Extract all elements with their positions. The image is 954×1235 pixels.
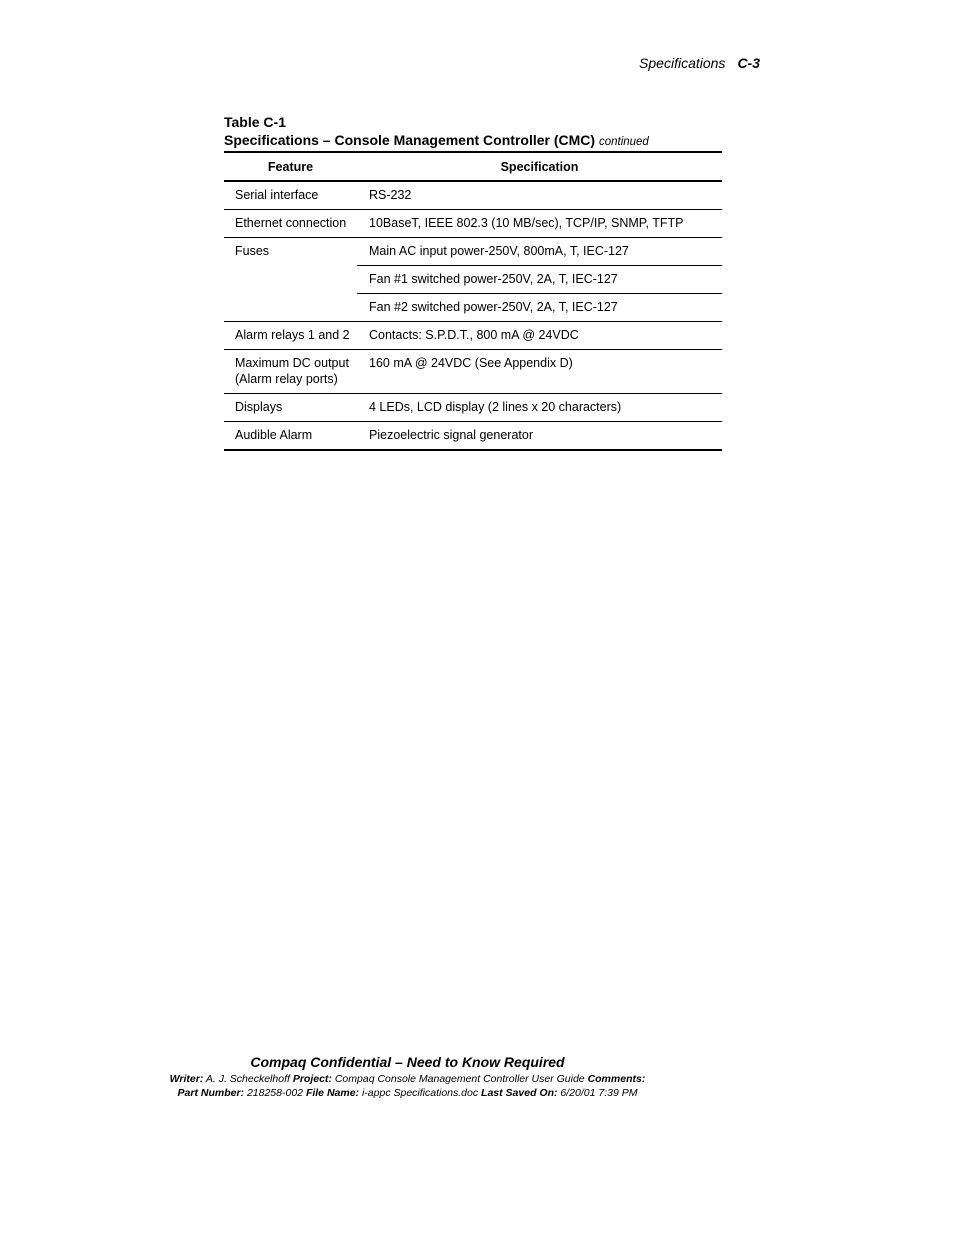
spec-cell: RS-232 (357, 181, 722, 210)
continued-note: continued (598, 136, 649, 148)
table-row (224, 210, 722, 238)
feature-cell (224, 350, 357, 394)
column-header-feature: Feature (224, 152, 357, 181)
spec-cell: Main AC input power-250V, 800mA, T, IEC-127 (357, 238, 722, 266)
feature-cell: Displays (224, 394, 357, 422)
table-header-row (224, 152, 722, 181)
part-number-value: 218258-002 (246, 1087, 304, 1099)
file-name-label: File Name: (305, 1087, 360, 1099)
table-row (224, 350, 722, 394)
section-title: Specifications (639, 55, 726, 71)
part-number-label: Part Number: (177, 1087, 245, 1099)
spec-cell: 160 mA @ 24VDC (See Appendix D) (357, 350, 722, 394)
spec-cell: Fan #1 switched power-250V, 2A, T, IEC-127 (357, 266, 722, 294)
spec-cell: 4 LEDs, LCD display (2 lines x 20 characters) (357, 394, 722, 422)
writer-value: A. J. Scheckelhoff (205, 1073, 290, 1085)
spec-cell: Contacts: S.P.D.T., 800 mA @ 24VDC (357, 322, 722, 350)
table-row (224, 322, 722, 350)
page-number: C-3 (737, 55, 760, 71)
feature-cell: Ethernet connection (224, 210, 357, 238)
table-row (224, 181, 722, 210)
table-title-line (224, 131, 724, 151)
spec-cell: Fan #2 switched power-250V, 2A, T, IEC-127 (357, 294, 722, 322)
feature-cell: Audible Alarm (224, 422, 357, 451)
confidential-notice: Compaq Confidential – Need to Know Required (250, 1054, 565, 1070)
footer-meta-line-2 (160, 1086, 655, 1100)
column-header-specification: Specification (357, 152, 722, 181)
comments-label: Comments: (587, 1073, 646, 1085)
feature-cell: Fuses (224, 238, 357, 322)
writer-label: Writer: (169, 1073, 204, 1085)
specifications-table (224, 151, 722, 451)
table-title: Specifications – Console Management Controller (CMC) (224, 132, 596, 148)
file-name-value: i-appc Specifications.doc (361, 1087, 479, 1099)
footer-meta-line-1 (160, 1072, 655, 1086)
feature-cell: Alarm relays 1 and 2 (224, 322, 357, 350)
feature-cell: Serial interface (224, 181, 357, 210)
project-value: Compaq Console Management Controller User Guide (334, 1073, 585, 1085)
table-label: Table C-1 (224, 114, 286, 130)
project-label: Project: (292, 1073, 332, 1085)
table-row (224, 238, 722, 266)
spec-cell: 10BaseT, IEEE 802.3 (10 MB/sec), TCP/IP, SNMP, TFTP (357, 210, 722, 238)
last-saved-value: 6/20/01 7:39 PM (560, 1087, 638, 1099)
last-saved-label: Last Saved On: (481, 1087, 558, 1099)
table-caption (224, 113, 724, 151)
spec-cell: Piezoelectric signal generator (357, 422, 722, 451)
page-footer (160, 1054, 655, 1100)
feature-line: (Alarm relay ports) (235, 372, 338, 386)
feature-line: Maximum DC output (235, 356, 349, 370)
table-row (224, 394, 722, 422)
running-header (560, 55, 760, 71)
table-row (224, 422, 722, 451)
